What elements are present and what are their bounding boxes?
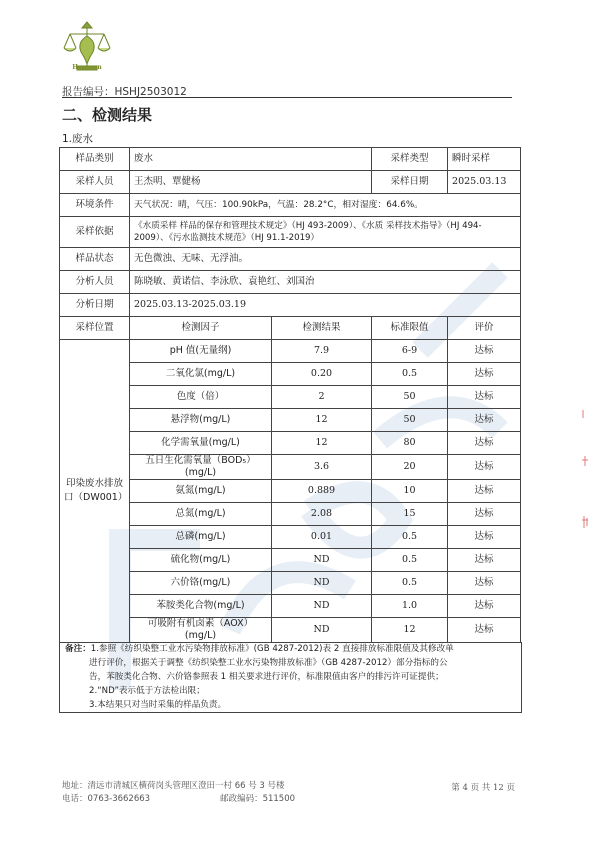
limit-cell: 0.5 [372, 549, 448, 572]
factor-cell: 可吸附有机卤素（AOX）(mg/L) [130, 618, 272, 643]
sampling-location: 印染废水排放口（DW001） [60, 340, 130, 643]
factor-cell: pH 值(无量纲) [130, 340, 272, 363]
basis-label: 采样依据 [60, 217, 130, 248]
factor-cell: 色度（倍） [130, 386, 272, 409]
evaluation-cell: 达标 [448, 526, 521, 549]
report-number: 报告编号：HSHJ2503012 [62, 86, 187, 98]
table-row [60, 526, 521, 549]
table-row [60, 340, 521, 363]
factor-cell: 氨氮(mg/L) [130, 480, 272, 503]
evaluation-cell: 达标 [448, 480, 521, 503]
factor-cell: 五日生化需氧量（BOD₅）(mg/L) [130, 455, 272, 480]
table-row [60, 171, 521, 194]
evaluation-cell: 达标 [448, 503, 521, 526]
env-label: 环境条件 [60, 194, 130, 217]
table-row [60, 248, 521, 271]
evaluation-cell: 达标 [448, 618, 521, 643]
footer-phone: 电话：0763-3662663 [62, 794, 151, 804]
state-value: 无色微浊、无味、无浮油。 [130, 248, 521, 271]
table-row [60, 480, 521, 503]
result-cell: 0.889 [272, 480, 372, 503]
remarks-heading: 备注： [65, 644, 91, 654]
sampler-label: 采样人员 [60, 171, 130, 194]
table-row [60, 386, 521, 409]
footer-address: 地址：清远市清城区横荷岗头管理区澄田一村 66 号 3 号楼 [62, 781, 285, 791]
footer [62, 780, 295, 806]
remarks-line: 3.本结果只对当时采集的样品负责。 [89, 700, 227, 710]
sample-type-label: 样品类别 [60, 148, 130, 171]
factor-cell: 化学需氧量(mg/L) [130, 432, 272, 455]
limit-cell: 0.5 [372, 572, 448, 595]
remarks-line: 2.“ND”表示低于方法检出限； [89, 686, 205, 696]
sampling-type-value: 瞬时采样 [448, 148, 521, 171]
evaluation-cell: 达标 [448, 409, 521, 432]
result-cell: 3.6 [272, 455, 372, 480]
column-header-factor: 检测因子 [130, 317, 272, 340]
result-cell: ND [272, 595, 372, 618]
limit-cell: 1.0 [372, 595, 448, 618]
table-row [60, 455, 521, 480]
logo-text: Hengsen [72, 64, 102, 71]
page-number: 第 4 页 共 12 页 [451, 783, 515, 793]
table-row [60, 271, 521, 294]
table-row [60, 572, 521, 595]
table-row [60, 503, 521, 526]
limit-cell: 20 [372, 455, 448, 480]
result-cell: ND [272, 572, 372, 595]
result-cell: 0.20 [272, 363, 372, 386]
limit-cell: 12 [372, 618, 448, 643]
factor-cell: 六价铬(mg/L) [130, 572, 272, 595]
remarks-line: 进行评价，根据关于调整《纺织染整工业水污染物排放标准》（GB 4287-2012）部分指标的公 [89, 658, 448, 668]
evaluation-cell: 达标 [448, 549, 521, 572]
evaluation-cell: 达标 [448, 595, 521, 618]
factor-cell: 总磷(mg/L) [130, 526, 272, 549]
table-row [60, 595, 521, 618]
result-cell: 12 [272, 432, 372, 455]
sampling-date-value: 2025.03.13 [448, 171, 521, 194]
factor-cell: 总氮(mg/L) [130, 503, 272, 526]
column-header-result: 检测结果 [272, 317, 372, 340]
table-header-row [60, 317, 521, 340]
basis-value: 《水质采样 样品的保存和管理技术规定》（HJ 493-2009）、《水质 采样技术指导》（HJ 494-2009）、《污水监测技术规范》（HJ 91.1-2019） [130, 217, 521, 248]
limit-cell: 80 [372, 432, 448, 455]
result-table [59, 147, 521, 643]
limit-cell: 50 [372, 386, 448, 409]
factor-cell: 苯胺类化合物(mg/L) [130, 595, 272, 618]
limit-cell: 15 [372, 503, 448, 526]
limit-cell: 0.5 [372, 526, 448, 549]
analysis-date-value: 2025.03.13-2025.03.19 [130, 294, 521, 317]
evaluation-cell: 达标 [448, 363, 521, 386]
location-header: 采样位置 [60, 317, 130, 340]
state-label: 样品状态 [60, 248, 130, 271]
sampling-date-label: 采样日期 [372, 171, 448, 194]
evaluation-cell: 达标 [448, 386, 521, 409]
table-row [60, 294, 521, 317]
table-row [60, 194, 521, 217]
result-cell: ND [272, 618, 372, 643]
footer-postcode: 邮政编码：511500 [220, 794, 296, 804]
remarks-line: 告，苯胺类化合物、六价铬参照表 1 相关要求进行评价，标准限值由客户的排污许可证提供； [89, 672, 444, 682]
sampler-value: 王杰明、覃健杨 [130, 171, 372, 194]
remarks [59, 642, 522, 713]
evaluation-cell: 达标 [448, 340, 521, 363]
env-value: 天气状况：晴，气压：100.90kPa，气温：28.2°C，相对湿度：64.6%。 [130, 194, 521, 217]
table-row [60, 618, 521, 643]
table-row [60, 549, 521, 572]
result-cell: 12 [272, 409, 372, 432]
table-row [60, 148, 521, 171]
table-row [60, 409, 521, 432]
evaluation-cell: 达标 [448, 432, 521, 455]
result-cell: 7.9 [272, 340, 372, 363]
evaluation-cell: 达标 [448, 572, 521, 595]
limit-cell: 10 [372, 480, 448, 503]
result-cell: 2 [272, 386, 372, 409]
column-header-eval: 评价 [448, 317, 521, 340]
factor-cell: 悬浮物(mg/L) [130, 409, 272, 432]
remarks-line: 1.参照《纺织染整工业水污染物排放标准》(GB 4287-2012)表 2 直接排放标准限值及其修改单 [90, 644, 454, 654]
sampling-type-label: 采样类型 [372, 148, 448, 171]
column-header-limit: 标准限值 [372, 317, 448, 340]
evaluation-cell: 达标 [448, 455, 521, 480]
analyst-label: 分析人员 [60, 271, 130, 294]
edge-stamp-mark [580, 400, 590, 540]
sub-title: 1.废水 [62, 133, 94, 145]
sample-type-value: 废水 [130, 148, 372, 171]
result-cell: 0.01 [272, 526, 372, 549]
table-row [60, 363, 521, 386]
limit-cell: 6-9 [372, 340, 448, 363]
factor-cell: 硫化物(mg/L) [130, 549, 272, 572]
header-divider [62, 97, 512, 98]
limit-cell: 50 [372, 409, 448, 432]
result-cell: ND [272, 549, 372, 572]
result-cell: 2.08 [272, 503, 372, 526]
table-row [60, 432, 521, 455]
factor-cell: 二氧化氯(mg/L) [130, 363, 272, 386]
table-row [60, 217, 521, 248]
analyst-value: 陈晓敏、黄诺信、李泳欣、袁艳红、刘国治 [130, 271, 521, 294]
analysis-date-label: 分析日期 [60, 294, 130, 317]
section-title: 二、检测结果 [62, 106, 153, 124]
limit-cell: 0.5 [372, 363, 448, 386]
